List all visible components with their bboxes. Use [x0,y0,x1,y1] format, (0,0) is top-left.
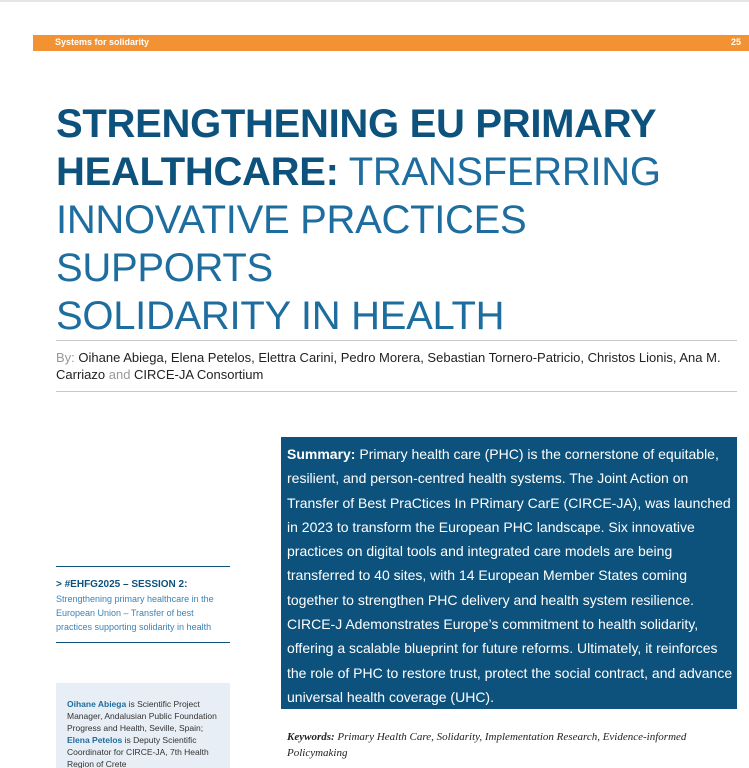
summary-text: Primary health care (PHC) is the cornerstone of equitable, resilient, and person-centred health systems. The Joint Action on Transfer of Best PraCtices In PRimary CarE (CIRCE-JA), was launched in 2023 to transform the European PHC landscape. Six innovative practices on digital tools and integrated care models are being transferred to 40 sites, with 14 European Member States coming together to strengthen PHC delivery and health system resilience. CIRCE-J Ademonstrates Europe’s commitment to health solidarity, offering a scalable blueprint for future reforms. Ultimately, it reinforces the role of PHC to restore trust, protect the social contract, and advance universal health coverage (UHC). [287,446,733,705]
article-title [56,100,736,340]
section-name: Systems for solidarity [55,37,150,47]
keywords [287,729,737,761]
byline-authors: Oihane Abiega, Elena Petelos, Elettra Carini, Pedro Morera, Sebastian Tornero-Patricio, Christos Lionis, Ana M. Carriazo [56,350,721,382]
bio-name-2: Elena Petelos [67,735,123,745]
bio-text-1: is Scientific Project Manager, Andalusian Public Foundation Progress and Health, Seville, Spain; [67,699,217,733]
keywords-label: Keywords: [287,731,335,743]
title-bold-line-1: STRENGTHENING EU PRIMARY [56,102,657,146]
bio-text-2: is Deputy Scientific Coordinator for CIRCE-JA, 7th Health Region of Crete [67,735,209,768]
title-bold-line-2: HEALTHCARE: [56,150,339,194]
author-bio [56,683,230,768]
keywords-text: Primary Health Care, Solidarity, Implementation Research, Evidence-informed Policymaking [287,731,687,759]
author-byline [56,340,737,392]
title-light-part-1: TRANSFERRING [338,150,661,194]
summary-box [281,437,737,709]
session-description: Strengthening primary healthcare in the European Union – Transfer of best practices supporting solidarity in health [56,594,214,632]
running-header [33,35,749,51]
title-light-line-3: SOLIDARITY IN HEALTH [56,294,505,338]
top-rule [0,0,749,2]
byline-conjunction: and [105,367,135,382]
title-light-line-2: INNOVATIVE PRACTICES SUPPORTS [56,198,527,290]
session-box [56,566,230,643]
summary-label: Summary: [287,446,356,462]
bio-name-1: Oihane Abiega [67,699,127,709]
byline-prefix: By: [56,350,75,365]
page-number: 25 [730,37,741,47]
session-tag: > #EHFG2025 – SESSION 2: [56,579,188,590]
byline-consortium: CIRCE-JA Consortium [134,367,264,382]
